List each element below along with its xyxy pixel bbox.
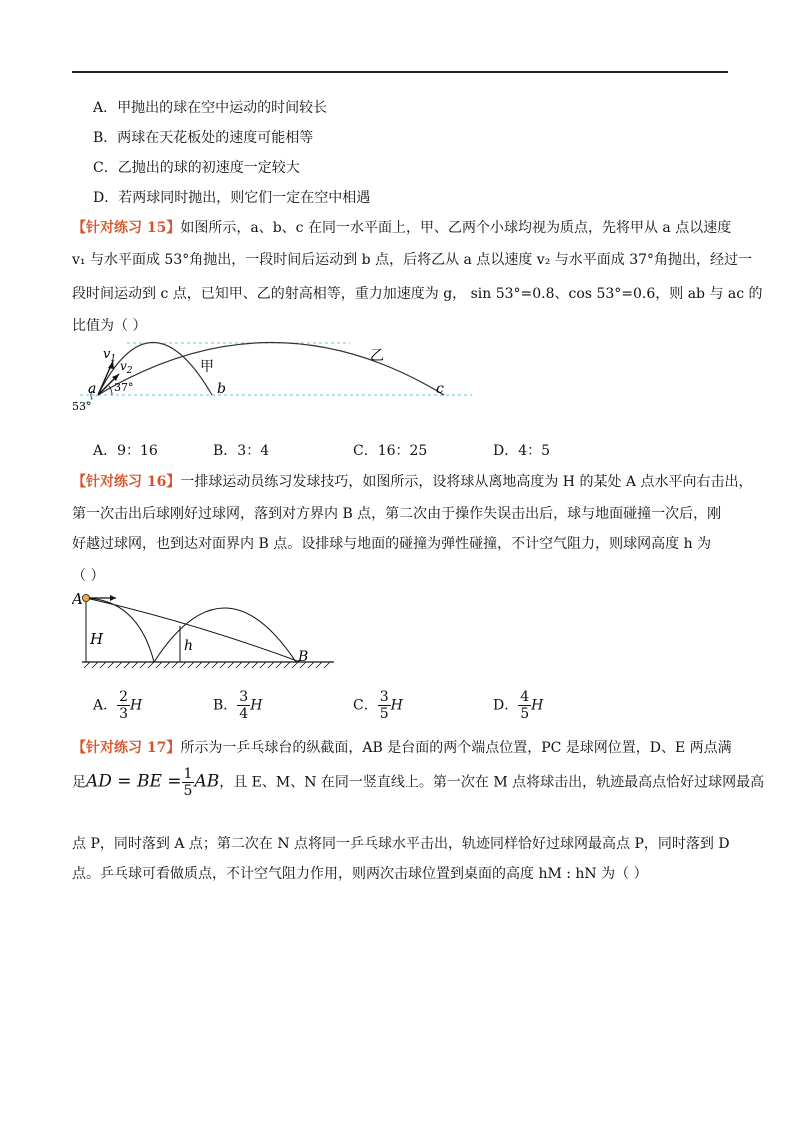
- q14-option-a: A．甲抛出的球在空中运动的时间较长: [93, 100, 328, 116]
- q15-angle37-label: 37°: [114, 381, 134, 394]
- q16-option-a: A． $\frac{2}{3}$ H: [93, 689, 143, 722]
- q17-tag: 【针对练习 17】: [72, 740, 181, 756]
- q16-tag: 【针对练习 16】: [72, 474, 181, 490]
- q15-v2-label: $v_2$: [120, 359, 133, 376]
- q15-angle53-label: 53°: [72, 400, 92, 413]
- q16-point-A: A: [72, 590, 83, 608]
- q15-line3: 段时间运动到 c 点，已知甲、乙的射高相等，重力加速度为 g， sin 53°=0.8、cos 53°=0.6，则 ab 与 ac 的: [72, 286, 763, 302]
- q17-line1-text: 所示为一乒乓球台的纵截面，AB 是台面的两个端点位置，PC 是球网位置，D、E 两点满: [180, 740, 732, 756]
- q16-option-b: B． $\frac{3}{4}$ H: [213, 689, 263, 722]
- q14-option-d: D．若两球同时抛出，则它们一定在空中相遇: [93, 190, 371, 206]
- q16-label-h: h: [184, 638, 194, 654]
- q16-ground-hatch: [84, 662, 330, 668]
- q15-option-a: A．9：16: [93, 443, 158, 459]
- q15-point-b: b: [217, 381, 226, 397]
- q17-line1: [72, 738, 732, 758]
- q16-label-H: H: [90, 630, 104, 648]
- q15-trajectory-figure: [72, 335, 482, 415]
- q15-option-c: C．16：25: [353, 443, 428, 459]
- q14-option-c: C．乙抛出的球的初速度一定较大: [93, 160, 300, 176]
- q16-line3: 好越过球网，也到达对面界内 B 点。设排球与地面的碰撞为弹性碰撞，不计空气阻力，则球网高度 h 为: [72, 536, 712, 552]
- q16-velocity-arrowhead: [110, 595, 116, 601]
- q15-line1-text: 如图所示，a、b、c 在同一水平面上，甲、乙两个小球均视为质点，先将甲从 a 点以速度: [180, 220, 732, 236]
- q15-line4: 比值为（ ）: [72, 318, 147, 334]
- q16-ball: [83, 595, 90, 602]
- q16-option-c: C． $\frac{3}{5}$ H: [353, 689, 403, 722]
- q15-point-c: c: [436, 381, 444, 397]
- q16-line2: 第一次击出后球刚好过球网，落到对方界内 B 点，第二次由于操作失误击出后，球与地面碰撞一次后，刚: [72, 506, 722, 522]
- header-rule: [72, 71, 728, 73]
- q15-point-a: a: [88, 381, 97, 397]
- q16-line4: （ ）: [72, 568, 105, 584]
- q15-line1: [72, 218, 731, 238]
- q16-line1: [72, 472, 752, 492]
- q16-trajectory-second-arc: [154, 608, 296, 662]
- q15-trajectory-yi: [98, 343, 444, 396]
- q17-line3: 点 P，同时落到 A 点；第二次在 N 点将同一乒乓球水平击出，轨迹同样恰好过球网最高点 P，同时落到 D: [72, 836, 730, 852]
- q16-line1-text: 一排球运动员练习发球技巧，如图所示，设将球从离地高度为 H 的某处 A 点水平向右击出，: [180, 474, 753, 490]
- q15-option-d: D．4：5: [493, 443, 551, 459]
- q17-line4: 点。乒乓球可看做质点，不计空气阻力作用，则两次击球位置到桌面的高度 hM : hN 为（ ）: [72, 866, 648, 882]
- q16-point-B: B: [298, 649, 309, 665]
- q14-option-b: B．两球在天花板处的速度可能相等: [93, 130, 314, 146]
- q15-option-b: B．3：4: [213, 443, 270, 459]
- q15-v1-label: $v_1$: [103, 347, 117, 364]
- q15-yi-label: 乙: [370, 348, 384, 364]
- q16-option-d: D． $\frac{4}{5}$ H: [493, 689, 544, 722]
- q15-tag: 【针对练习 15】: [72, 220, 181, 236]
- q16-volleyball-figure: [72, 588, 342, 674]
- q17-line2: 足AD = BE = $\frac{1}{5}$ AB，且 E、M、N 在同一竖直线上。第一次在 M 点将球击出，轨迹最高点恰好过球网最高: [72, 766, 765, 799]
- q15-jia-label: 甲: [200, 359, 214, 375]
- q15-line2: v₁ 与水平面成 53°角抛出，一段时间后运动到 b 点，后将乙从 a 点以速度 v₂ 与水平面成 37°角抛出，经过一: [72, 252, 753, 268]
